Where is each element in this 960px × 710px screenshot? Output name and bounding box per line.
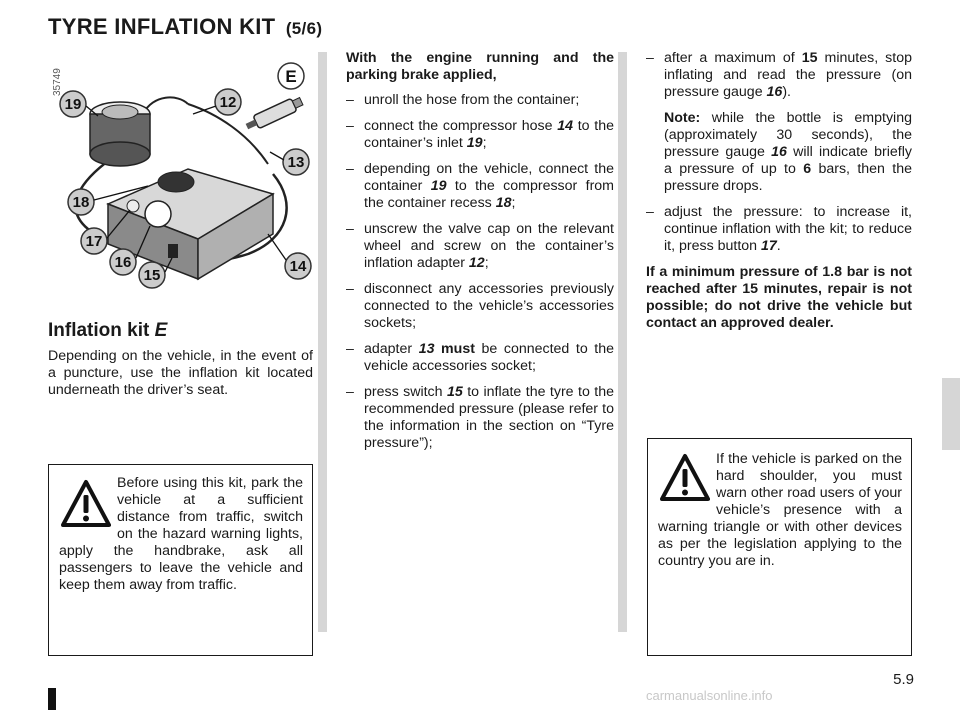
- inflation-kit-illustration: [48, 54, 318, 294]
- warning-triangle-icon: [61, 479, 111, 529]
- list-item: – disconnect any accessories previously connected to the vehicle’s accessories sockets;: [346, 281, 614, 331]
- column-2: [346, 50, 614, 452]
- lead-text: With the engine running and the parking brake applied,: [346, 50, 614, 83]
- list-item: – adapter 13 must be connected to the vehicle accessories socket;: [346, 341, 615, 374]
- column-divider-1: [318, 52, 327, 632]
- list-item: – unroll the hose from the container;: [346, 92, 580, 108]
- minimum-pressure-warning: If a minimum pressure of 1.8 bar is not reached after 15 minutes, repair is not possible; do not drive the vehicle but contact an approved dealer.: [646, 264, 912, 331]
- list-item: – adjust the pressure: to increase it, continue inflation with the kit; to reduce it, press button 17.: [646, 204, 912, 254]
- heading-letter: E: [154, 320, 168, 341]
- list-item: – connect the compressor hose 14 to the container’s inlet 19;: [346, 118, 614, 151]
- column-3: [646, 50, 912, 332]
- svg-text:19: 19: [64, 96, 82, 113]
- heading-text: Inflation kit: [48, 320, 155, 341]
- accessory-socket-adapter: [244, 95, 304, 133]
- warning-text-traffic: Before using this kit, park the vehicle at a sufficient distance from traffic, switch on the hazard warning lights, apply the handbrake, ask all passengers to leave the vehicle and keep them away from traffic.: [59, 475, 303, 593]
- page-edge-mark: [48, 688, 56, 710]
- watermark: carmanualsonline.info: [646, 688, 773, 703]
- page-title: [48, 14, 322, 40]
- warning-triangle-icon: [660, 453, 710, 503]
- svg-text:18: 18: [72, 194, 90, 211]
- title-text: TYRE INFLATION KIT: [48, 14, 276, 39]
- pressure-gauge: [145, 201, 171, 227]
- svg-text:16: 16: [114, 254, 132, 271]
- note-paragraph: Note: while the bottle is emptying (approximately 30 seconds), the pressure gauge 16 will indicate briefly a pressure of up to 6 bars, then the pressure drops.: [664, 110, 912, 194]
- warning-text-hard-shoulder: If the vehicle is parked on the hard shoulder, you must warn other road users of your vehicle’s presence with a warning triangle or with other devices as per the legislation applying to the country you are in.: [658, 451, 902, 569]
- title-suffix: (5/6): [285, 19, 323, 38]
- svg-text:12: 12: [219, 94, 237, 111]
- list-item: – press switch 15 to inflate the tyre to the recommended pressure (please refer to the information in the section on “Tyre pressure”);: [346, 384, 614, 451]
- list-item: – depending on the vehicle, connect the container 19 to the compressor from the container recess 18;: [346, 161, 614, 211]
- sealant-container: [90, 102, 150, 166]
- section-heading: [48, 320, 167, 342]
- warning-box-traffic: [48, 464, 313, 656]
- svg-text:13: 13: [287, 154, 305, 171]
- inflate-switch: [168, 244, 178, 258]
- illustration-letter: E: [285, 67, 297, 86]
- list-item: – unscrew the valve cap on the relevant wheel and screw on the container’s inflation adapter 12;: [346, 221, 614, 271]
- column-divider-2: [618, 52, 627, 632]
- warning-box-hard-shoulder: [647, 438, 912, 656]
- section-tab: [942, 378, 960, 450]
- page-number: 5.9: [893, 671, 914, 688]
- svg-text:14: 14: [289, 258, 307, 275]
- intro-paragraph: Depending on the vehicle, in the event of a puncture, use the inflation kit located underneath the driver’s seat.: [48, 348, 313, 398]
- list-item: – after a maximum of 15 minutes, stop inflating and read the pressure (on pressure gauge 16).: [646, 50, 912, 100]
- svg-text:15: 15: [143, 267, 161, 284]
- svg-text:17: 17: [85, 233, 103, 250]
- illustration-code: 35749: [52, 68, 63, 96]
